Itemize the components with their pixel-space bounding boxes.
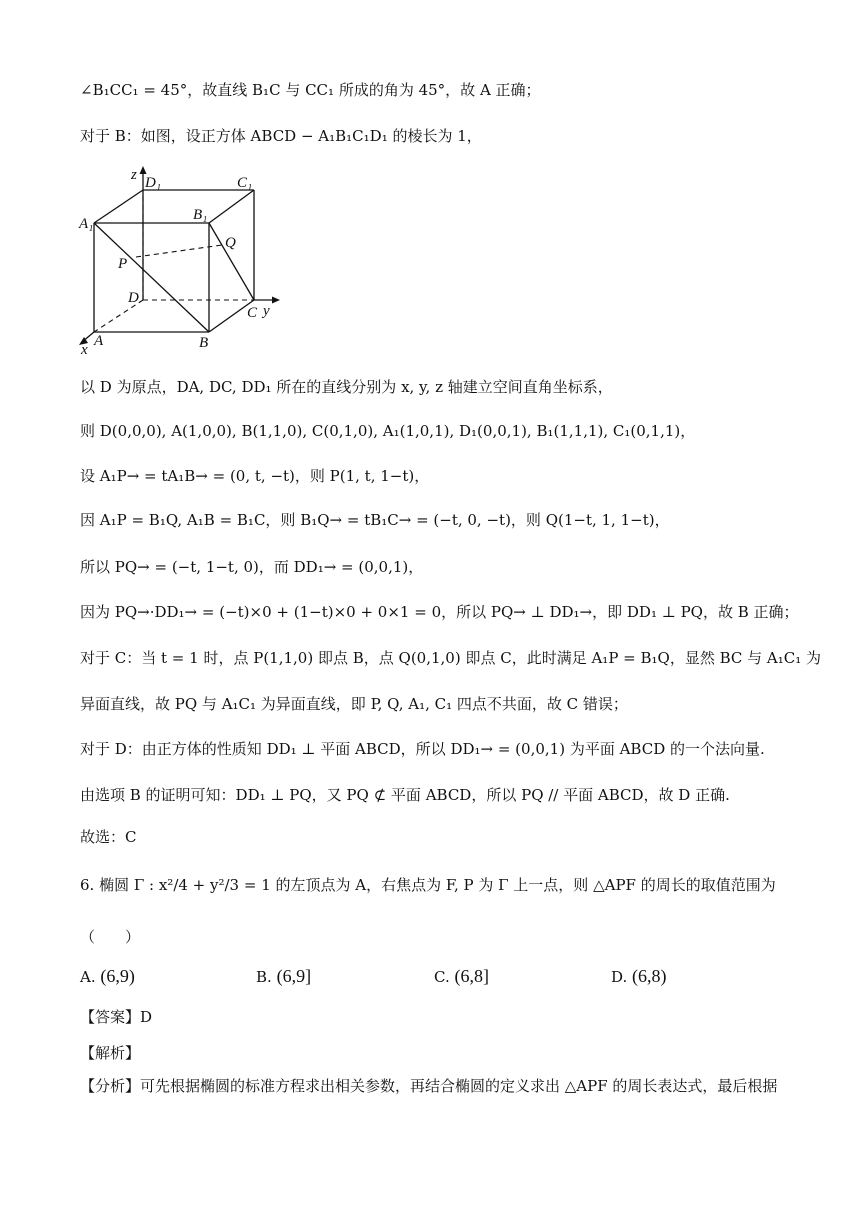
option-a (80, 966, 135, 987)
edge-B1-C1 (209, 190, 254, 223)
text-line-9: 对于 C：当 t = 1 时，点 P(1,1,0) 即点 B，点 Q(0,1,0) 即点 C，此时满足 A₁P = B₁Q，显然 BC 与 A₁C₁ 为 (80, 649, 822, 667)
text-line-5: 设 A₁P→ = tA₁B→ = (0, t, −t)，则 P(1, t, 1−t)， (80, 467, 430, 485)
label-y: y (263, 303, 270, 319)
option-d-value: (6,8) (632, 966, 667, 986)
label-x: x (81, 342, 88, 357)
label-z: z (131, 167, 137, 183)
label-P: P (118, 256, 128, 272)
z-axis-arrow (140, 166, 147, 174)
text-line-6: 因 A₁P = B₁Q, A₁B = B₁C，则 B₁Q→ = tB₁C→ = (−t, 0, −t)，则 Q(1−t, 1, 1−t)， (80, 511, 670, 529)
text-line-4: 则 D(0,0,0), A(1,0,0), B(1,1,0), C(0,1,0), A₁(1,0,1), D₁(0,0,1), B₁(1,1,1), C₁(0,1,1)， (80, 422, 696, 440)
label-D1: D₁ (145, 175, 162, 191)
text-line-8: 因为 PQ→·DD₁→ = (−t)×0 + (1−t)×0 + 0×1 = 0，所以 PQ→ ⊥ DD₁→，即 DD₁ ⊥ PQ，故 B 正确； (80, 603, 799, 621)
option-c (434, 966, 489, 987)
option-a-value: (6,9) (100, 966, 135, 986)
label-A: A (94, 333, 104, 349)
option-d (611, 966, 667, 987)
answer-line: 【答案】D (80, 1008, 153, 1026)
label-D: D (128, 290, 139, 306)
segment-A1-B (94, 223, 209, 332)
text-line-3: 以 D 为原点，DA, DC, DD₁ 所在的直线分别为 x, y, z 轴建立空间直角坐标系， (80, 378, 613, 396)
text-line-1: ∠B₁CC₁ = 45°，故直线 B₁C 与 CC₁ 所成的角为 45°，故 A 正确； (80, 81, 541, 99)
label-B1: B₁ (193, 207, 208, 223)
label-Q: Q (225, 235, 236, 251)
label-C: C (247, 305, 258, 321)
option-c-value: (6,8] (454, 966, 489, 986)
analysis-heading: 【解析】 (80, 1044, 141, 1062)
option-b-value: (6,9] (276, 966, 312, 986)
label-C1: C₁ (237, 175, 253, 191)
label-B: B (199, 335, 209, 351)
text-line-13: 故选：C (80, 828, 137, 846)
text-line-2: 对于 B：如图，设正方体 ABCD − A₁B₁C₁D₁ 的棱长为 1， (80, 127, 482, 145)
text-line-7: 所以 PQ→ = (−t, 1−t, 0)，而 DD₁→ = (0,0,1)， (80, 558, 424, 576)
cube-figure (76, 162, 286, 357)
question-6: 6. 椭圆 Γ : x²/4 + y²/3 = 1 的左顶点为 A，右焦点为 F, P 为 Γ 上一点，则 △APF 的周长的取值范围为 (80, 876, 776, 894)
label-A1: A₁ (79, 216, 94, 232)
y-axis-arrow (272, 297, 280, 304)
text-line-11: 对于 D：由正方体的性质知 DD₁ ⊥ 平面 ABCD，所以 DD₁→ = (0,0,1) 为平面 ABCD 的一个法向量. (80, 740, 765, 758)
analysis-text: 【分析】可先根据椭圆的标准方程求出相关参数，再结合椭圆的定义求出 △APF 的周长表达式，最后根据 (80, 1077, 778, 1095)
text-line-10: 异面直线，故 PQ 与 A₁C₁ 为异面直线，即 P, Q, A₁, C₁ 四点不共面，故 C 错误； (80, 695, 628, 713)
edge-A1-D1 (94, 190, 143, 223)
option-b (256, 966, 311, 987)
option-a-letter: A. (80, 968, 96, 986)
option-c-letter: C. (434, 968, 450, 986)
text-line-12: 由选项 B 的证明可知：DD₁ ⊥ PQ，又 PQ ⊄ 平面 ABCD，所以 PQ // 平面 ABCD，故 D 正确. (80, 786, 730, 804)
question-6-blank: （ ） (80, 928, 141, 946)
option-d-letter: D. (611, 968, 628, 986)
option-b-letter: B. (256, 968, 272, 986)
